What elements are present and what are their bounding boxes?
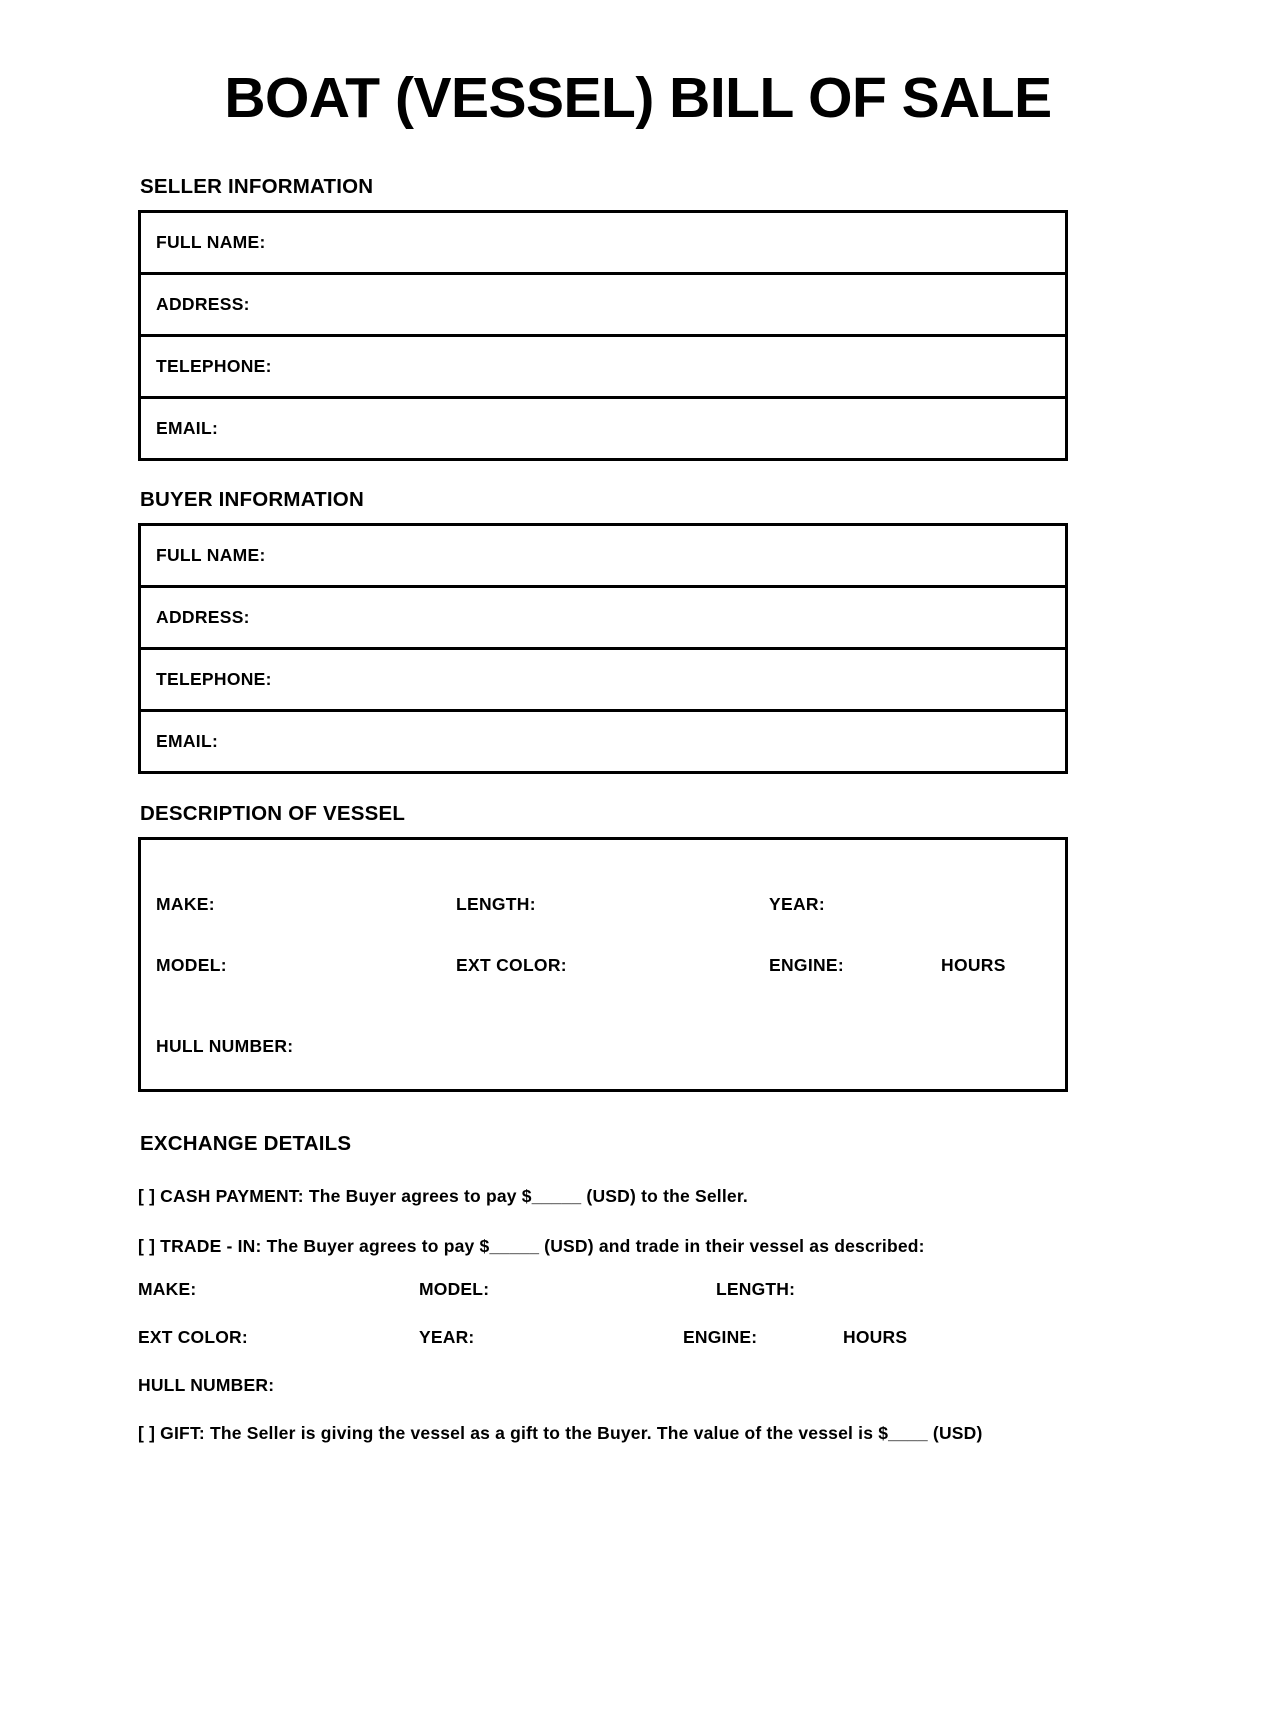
trade-in-option[interactable]: [ ] TRADE - IN: The Buyer agrees to pay $_____ (USD) and trade in their vessel as described: xyxy=(138,1235,925,1256)
table-row xyxy=(140,336,1067,398)
buyer-telephone-label[interactable]: TELEPHONE: xyxy=(140,649,1067,711)
vessel-section-heading: DESCRIPTION OF VESSEL xyxy=(140,802,406,825)
buyer-address-label[interactable]: ADDRESS: xyxy=(140,587,1067,649)
page-title: BOAT (VESSEL) BILL OF SALE xyxy=(224,66,1052,130)
trade-hull-number-label[interactable]: HULL NUMBER: xyxy=(138,1375,275,1395)
table-row xyxy=(140,711,1067,773)
vessel-description-box xyxy=(138,837,1068,1092)
buyer-section-heading: BUYER INFORMATION xyxy=(140,488,364,511)
trade-ext-color-label[interactable]: EXT COLOR: xyxy=(138,1327,248,1347)
vessel-year-label[interactable]: YEAR: xyxy=(769,894,825,914)
vessel-length-label[interactable]: LENGTH: xyxy=(456,894,536,914)
buyer-information-table xyxy=(138,523,1068,774)
table-row xyxy=(140,212,1067,274)
seller-telephone-label[interactable]: TELEPHONE: xyxy=(140,336,1067,398)
vessel-hull-number-label[interactable]: HULL NUMBER: xyxy=(156,1036,294,1056)
vessel-ext-color-label[interactable]: EXT COLOR: xyxy=(456,955,567,975)
seller-address-label[interactable]: ADDRESS: xyxy=(140,274,1067,336)
trade-hours-label[interactable]: HOURS xyxy=(843,1327,908,1347)
buyer-email-label[interactable]: EMAIL: xyxy=(156,731,219,751)
bill-of-sale-page xyxy=(0,66,1276,1721)
cash-payment-option[interactable]: [ ] CASH PAYMENT: The Buyer agrees to pay $_____ (USD) to the Seller. xyxy=(138,1186,748,1206)
buyer-full-name-label[interactable]: FULL NAME: xyxy=(140,525,1067,587)
table-row xyxy=(140,274,1067,336)
table-row xyxy=(140,649,1067,711)
form-content xyxy=(138,175,1138,1443)
seller-email-label[interactable]: EMAIL: xyxy=(156,418,219,438)
table-row xyxy=(140,587,1067,649)
gift-option[interactable]: [ ] GIFT: The Seller is giving the vessel as a gift to the Buyer. The value of the vessel is $____ (USD) xyxy=(138,1423,983,1443)
seller-information-table xyxy=(138,210,1068,461)
seller-full-name-label[interactable]: FULL NAME: xyxy=(140,212,1067,274)
vessel-hours-label[interactable]: HOURS xyxy=(941,955,1006,975)
seller-section-heading: SELLER INFORMATION xyxy=(140,175,374,198)
vessel-make-label[interactable]: MAKE: xyxy=(156,894,215,914)
trade-in-row-1 xyxy=(138,1279,1138,1303)
table-row xyxy=(140,525,1067,587)
trade-make-label[interactable]: MAKE: xyxy=(138,1279,197,1299)
trade-in-row-3 xyxy=(138,1375,1138,1399)
trade-engine-label[interactable]: ENGINE: xyxy=(683,1327,758,1347)
vessel-engine-label[interactable]: ENGINE: xyxy=(769,955,845,975)
trade-in-row-2 xyxy=(138,1327,1138,1351)
trade-model-label[interactable]: MODEL: xyxy=(419,1279,490,1299)
exchange-details-block xyxy=(138,1188,1138,1443)
vessel-model-label[interactable]: MODEL: xyxy=(156,955,227,975)
trade-year-label[interactable]: YEAR: xyxy=(419,1327,475,1347)
exchange-section-heading: EXCHANGE DETAILS xyxy=(140,1132,352,1155)
trade-length-label[interactable]: LENGTH: xyxy=(716,1279,796,1299)
table-row xyxy=(140,398,1067,460)
